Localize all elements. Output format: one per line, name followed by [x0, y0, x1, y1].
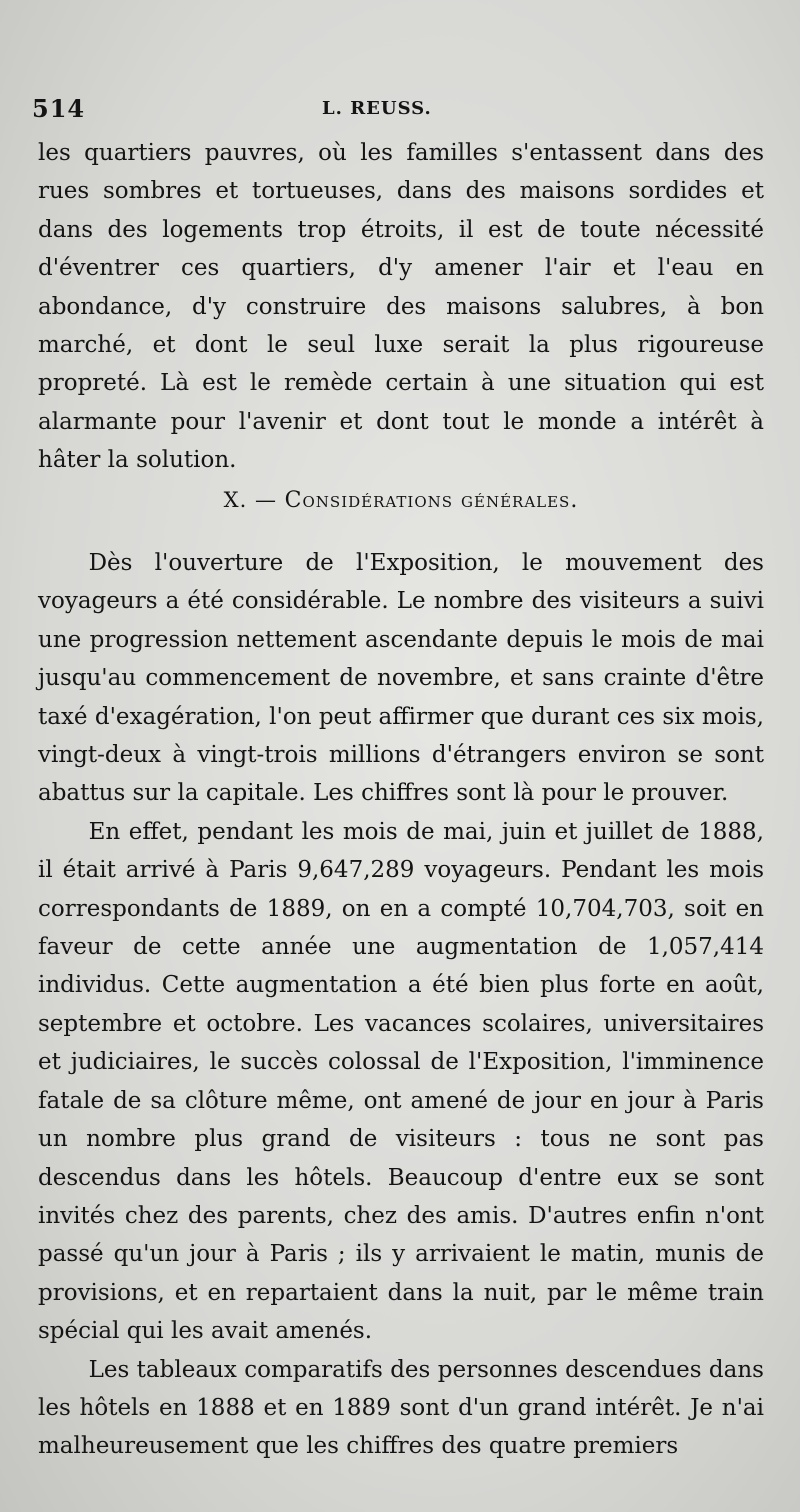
- paragraph-continued: les quartiers pauvres, où les familles s'entassent dans des rues sombres et tortueuses, dans des maisons sordides et dans des logements trop étroits, il est de toute nécessité d'éventrer ces quartiers, d'y amener l'air et l'eau en abondance, d'y construire des maisons salubres, à bon marché, et dont le seul luxe serait la plus rigoureuse propreté. Là est le remède certain à une situation qui est alarmante pour l'avenir et dont tout le monde a intérêt à hâter la solution.: [38, 140, 764, 474]
- opening-text: [38, 134, 764, 480]
- running-head: [32, 94, 764, 128]
- paragraph: Dès l'ouverture de l'Exposition, le mouvement des voyageurs a été considérable. Le nombre des visiteurs a suivi une progression nettement ascendante depuis le mois de mai jusqu'au commencement de novembre, et sans crainte d'être taxé d'exagération, l'on peut affirmer que durant ces six mois, vingt-deux à vingt-trois millions d'étrangers environ se sont abattus sur la capitale. Les chiffres sont là pour le prouver.: [38, 550, 764, 807]
- section-number: X. —: [223, 488, 277, 512]
- paragraph: Les tableaux comparatifs des personnes descendues dans les hôtels en 1888 et en 1889 sont d'un grand intérêt. Je n'ai malheureusement que les chiffres des quatre premiers: [38, 1356, 764, 1460]
- section-title: Considérations générales.: [284, 488, 579, 513]
- paragraph: En effet, pendant les mois de mai, juin et juillet de 1888, il était arrivé à Paris 9,647,289 voyageurs. Pendant les mois correspondants de 1889, on en a compté 10,704,703, soit en faveur de cette année une augmentation de 1,057,414 individus. Cette augmentation a été bien plus forte en août, septembre et octobre. Les vacances scolaires, universitaires et judiciaires, le succès colossal de l'Exposition, l'imminence fatale de sa clôture même, ont amené de jour en jour à Paris un nombre plus grand de visiteurs : tous ne sont pas descendus dans les hôtels. Beaucoup d'entre eux se sont invités chez des parents, chez des amis. D'autres enfin n'ont passé qu'un jour à Paris ; ils y arrivaient le matin, munis de provisions, et en repartaient dans la nuit, par le même train spécial qui les avait amenés.: [38, 818, 764, 1345]
- body-text: [38, 544, 764, 1466]
- section-heading: [38, 488, 764, 513]
- page-number: 514: [32, 94, 86, 123]
- running-head-author: L. REUSS.: [322, 98, 432, 119]
